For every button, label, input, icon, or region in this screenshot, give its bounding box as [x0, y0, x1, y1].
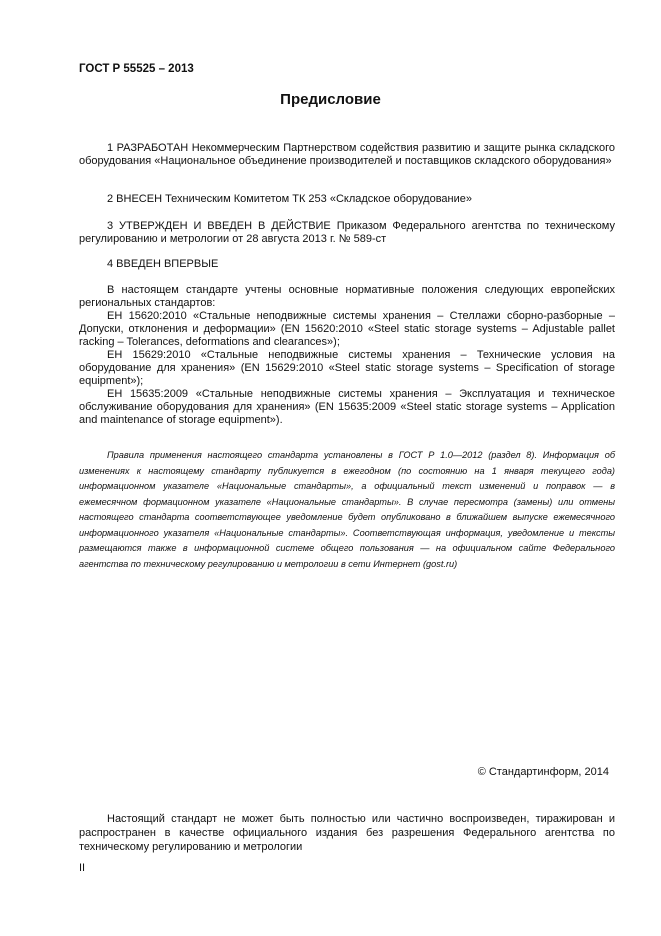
standard-item-en15635: ЕН 15635:2009 «Стальные неподвижные системы хранения – Эксплуатация и техническое обслуживание оборудования для хранения» (EN 15635:2009 «Steel static storage systems – Application and maintenance of storage equipment»).: [79, 388, 615, 426]
page-number: II: [79, 862, 86, 874]
paragraph-approved: 3 УТВЕРЖДЕН И ВВЕДЕН В ДЕЙСТВИЕ Приказом Федерального агентства по техническому регулированию и метрологии от 28 августа 2013 г. № 589-ст: [79, 220, 615, 245]
application-rules-note: Правила применения настоящего стандарта установлены в ГОСТ Р 1.0—2012 (раздел 8). Информация об изменениях к настоящему стандарту публикуется в ежегодном (по состоянию на 1 января текущего года) информационном указателе «Национальные стандарты», а официальный текст изменений и поправок — в ежемесячном формационном указателе «Национальные стандарты». В случае пересмотра (замены) или отмены настоящего стандарта соответствующее уведомление будет опубликовано в ближайшем выпуске ежемесячного информационного указателя «Национальные стандарты». Соответствующая информация, уведомление и тексты размещаются также в информационной системе общего пользования — на официальном сайте Федерального агентства по техническому регулированию и метрологии в сети Интернет (gost.ru): [79, 450, 615, 569]
standard-item-en15629: ЕН 15629:2010 «Стальные неподвижные системы хранения – Технические условия на оборудование для хранения» (EN 15629:2010 «Steel static storage systems – Specification of storage equipment»);: [79, 349, 615, 387]
standard-item-en15620: ЕН 15620:2010 «Стальные неподвижные системы хранения – Стеллажи сборно-разборные – Допуски, отклонения и деформации» (EN 15620:2010 «Steel static storage systems – Adjustable pallet racking – Tolerances, deformations and clearances»);: [79, 310, 615, 348]
paragraph-first-introduced: 4 ВВЕДЕН ВПЕРВЫЕ: [107, 258, 219, 270]
european-standards-block: [79, 284, 615, 427]
reproduction-restriction-note: Настоящий стандарт не может быть полностью или частично воспроизведен, тиражирован и распространен в качестве официального издания без разрешения Федерального агентства по техническому регулированию и метрологии: [79, 813, 615, 853]
copyright-notice: © Стандартинформ, 2014: [477, 766, 609, 778]
page-title: Предисловие: [280, 91, 381, 108]
european-standards-intro: В настоящем стандарте учтены основные нормативные положения следующих европейских региональных стандартов:: [79, 284, 615, 309]
paragraph-developed-by: 1 РАЗРАБОТАН Некоммерческим Партнерством содействия развитию и защите рынка складского оборудования «Национальное объединение производителей и поставщиков складского оборудования»: [79, 142, 615, 167]
document-code: ГОСТ Р 55525 – 2013: [79, 63, 194, 75]
paragraph-introduced-by: 2 ВНЕСЕН Техническим Комитетом ТК 253 «Складское оборудование»: [107, 193, 473, 205]
